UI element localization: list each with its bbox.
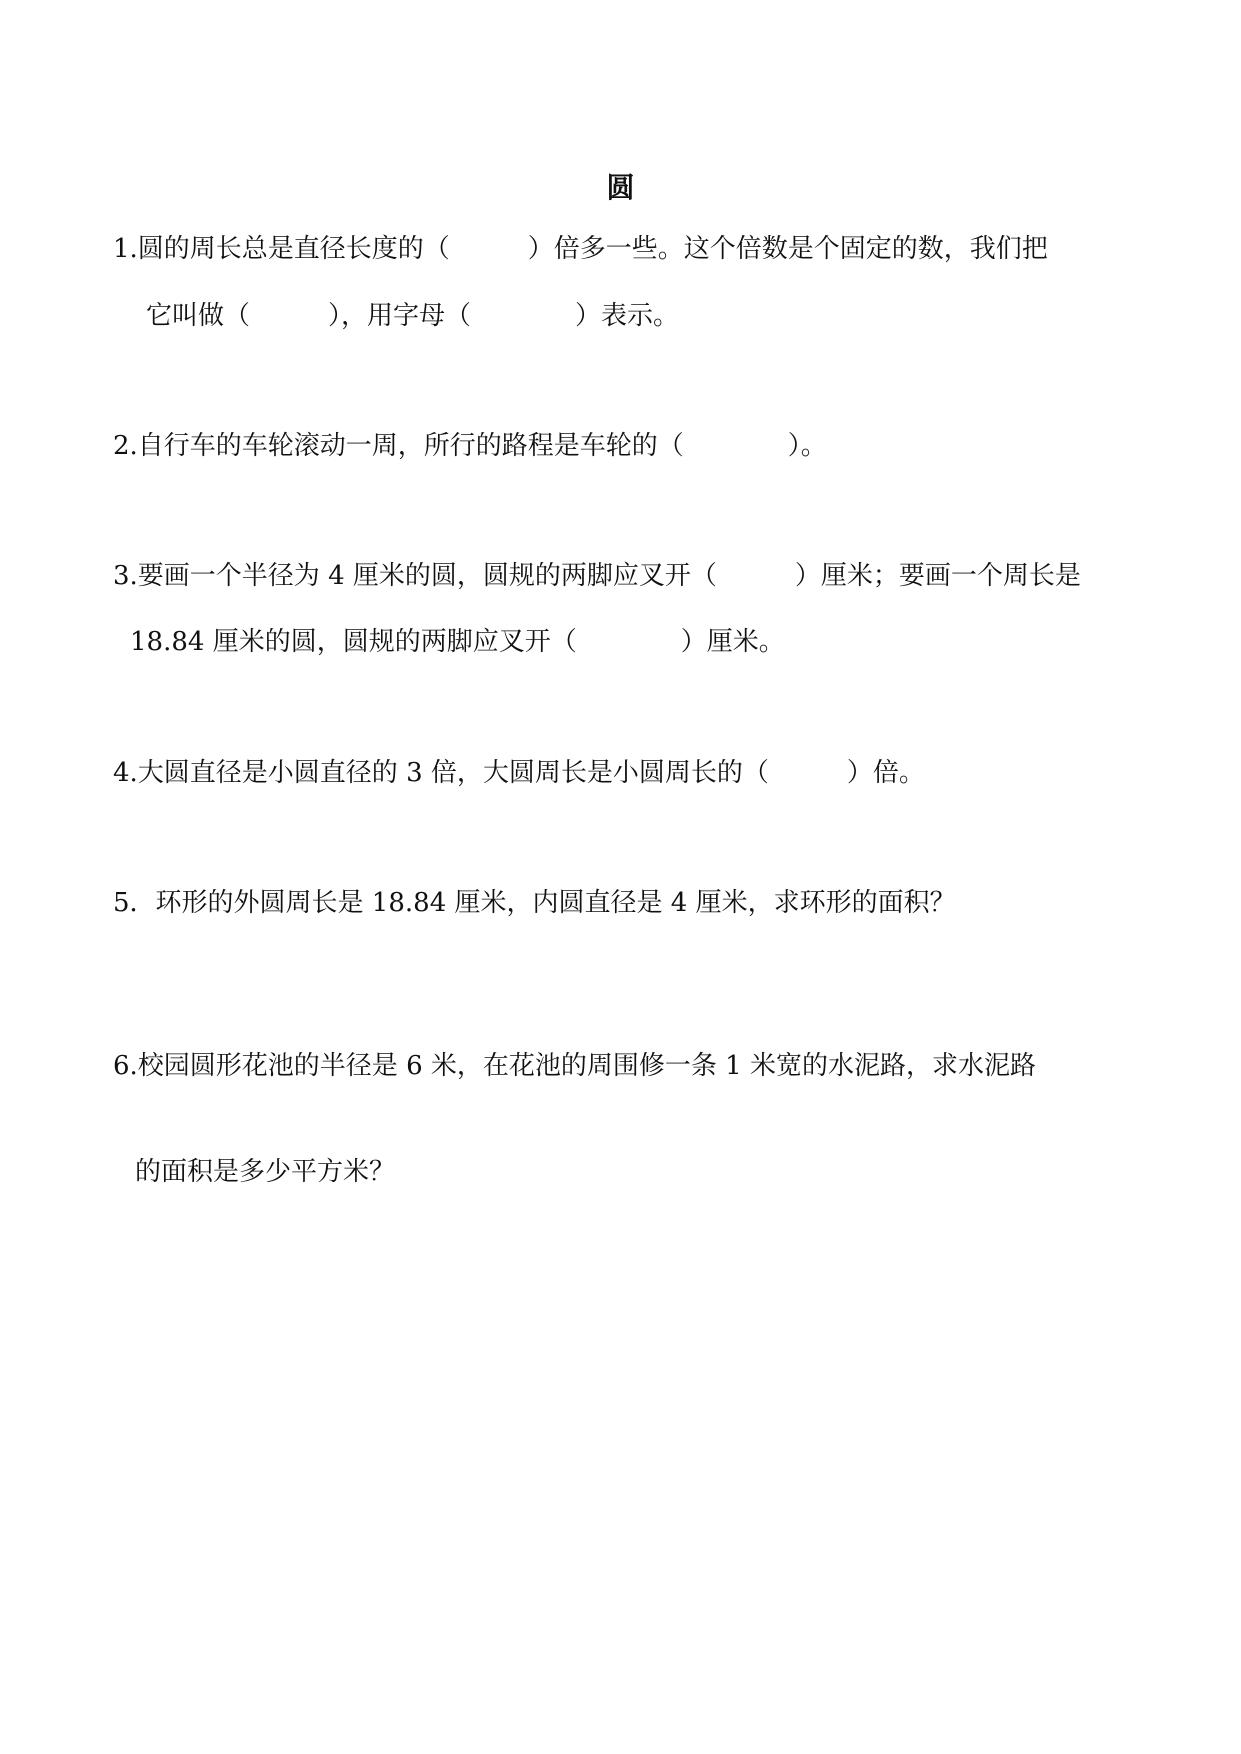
question-5: 5．环形的外圆周长是 18.84 厘米，内圆直径是 4 厘米，求环形的面积？ (113, 888, 956, 918)
question-6-line-2: 的面积是多少平方米？ (135, 1157, 396, 1187)
page-title: 圆 (606, 171, 635, 204)
question-1-line-2: 它叫做（ ），用字母（ ）表示。 (146, 301, 680, 331)
question-2: 2.自行车的车轮滚动一周，所行的路程是车轮的（ ）。 (113, 431, 827, 461)
question-4: 4.大圆直径是小圆直径的 3 倍，大圆周长是小圆周长的（ ）倍。 (113, 758, 925, 788)
question-3-line-2: 18.84 厘米的圆，圆规的两脚应叉开（ ）厘米。 (130, 627, 785, 657)
question-6-line-1: 6.校园圆形花池的半径是 6 米，在花池的周围修一条 1 米宽的水泥路，求水泥路 (113, 1051, 1036, 1081)
question-1-line-1: 1.圆的周长总是直径长度的（ ）倍多一些。这个倍数是个固定的数，我们把 (113, 234, 1048, 264)
question-3-line-1: 3.要画一个半径为 4 厘米的圆，圆规的两脚应叉开（ ）厘米；要画一个周长是 (113, 561, 1081, 591)
